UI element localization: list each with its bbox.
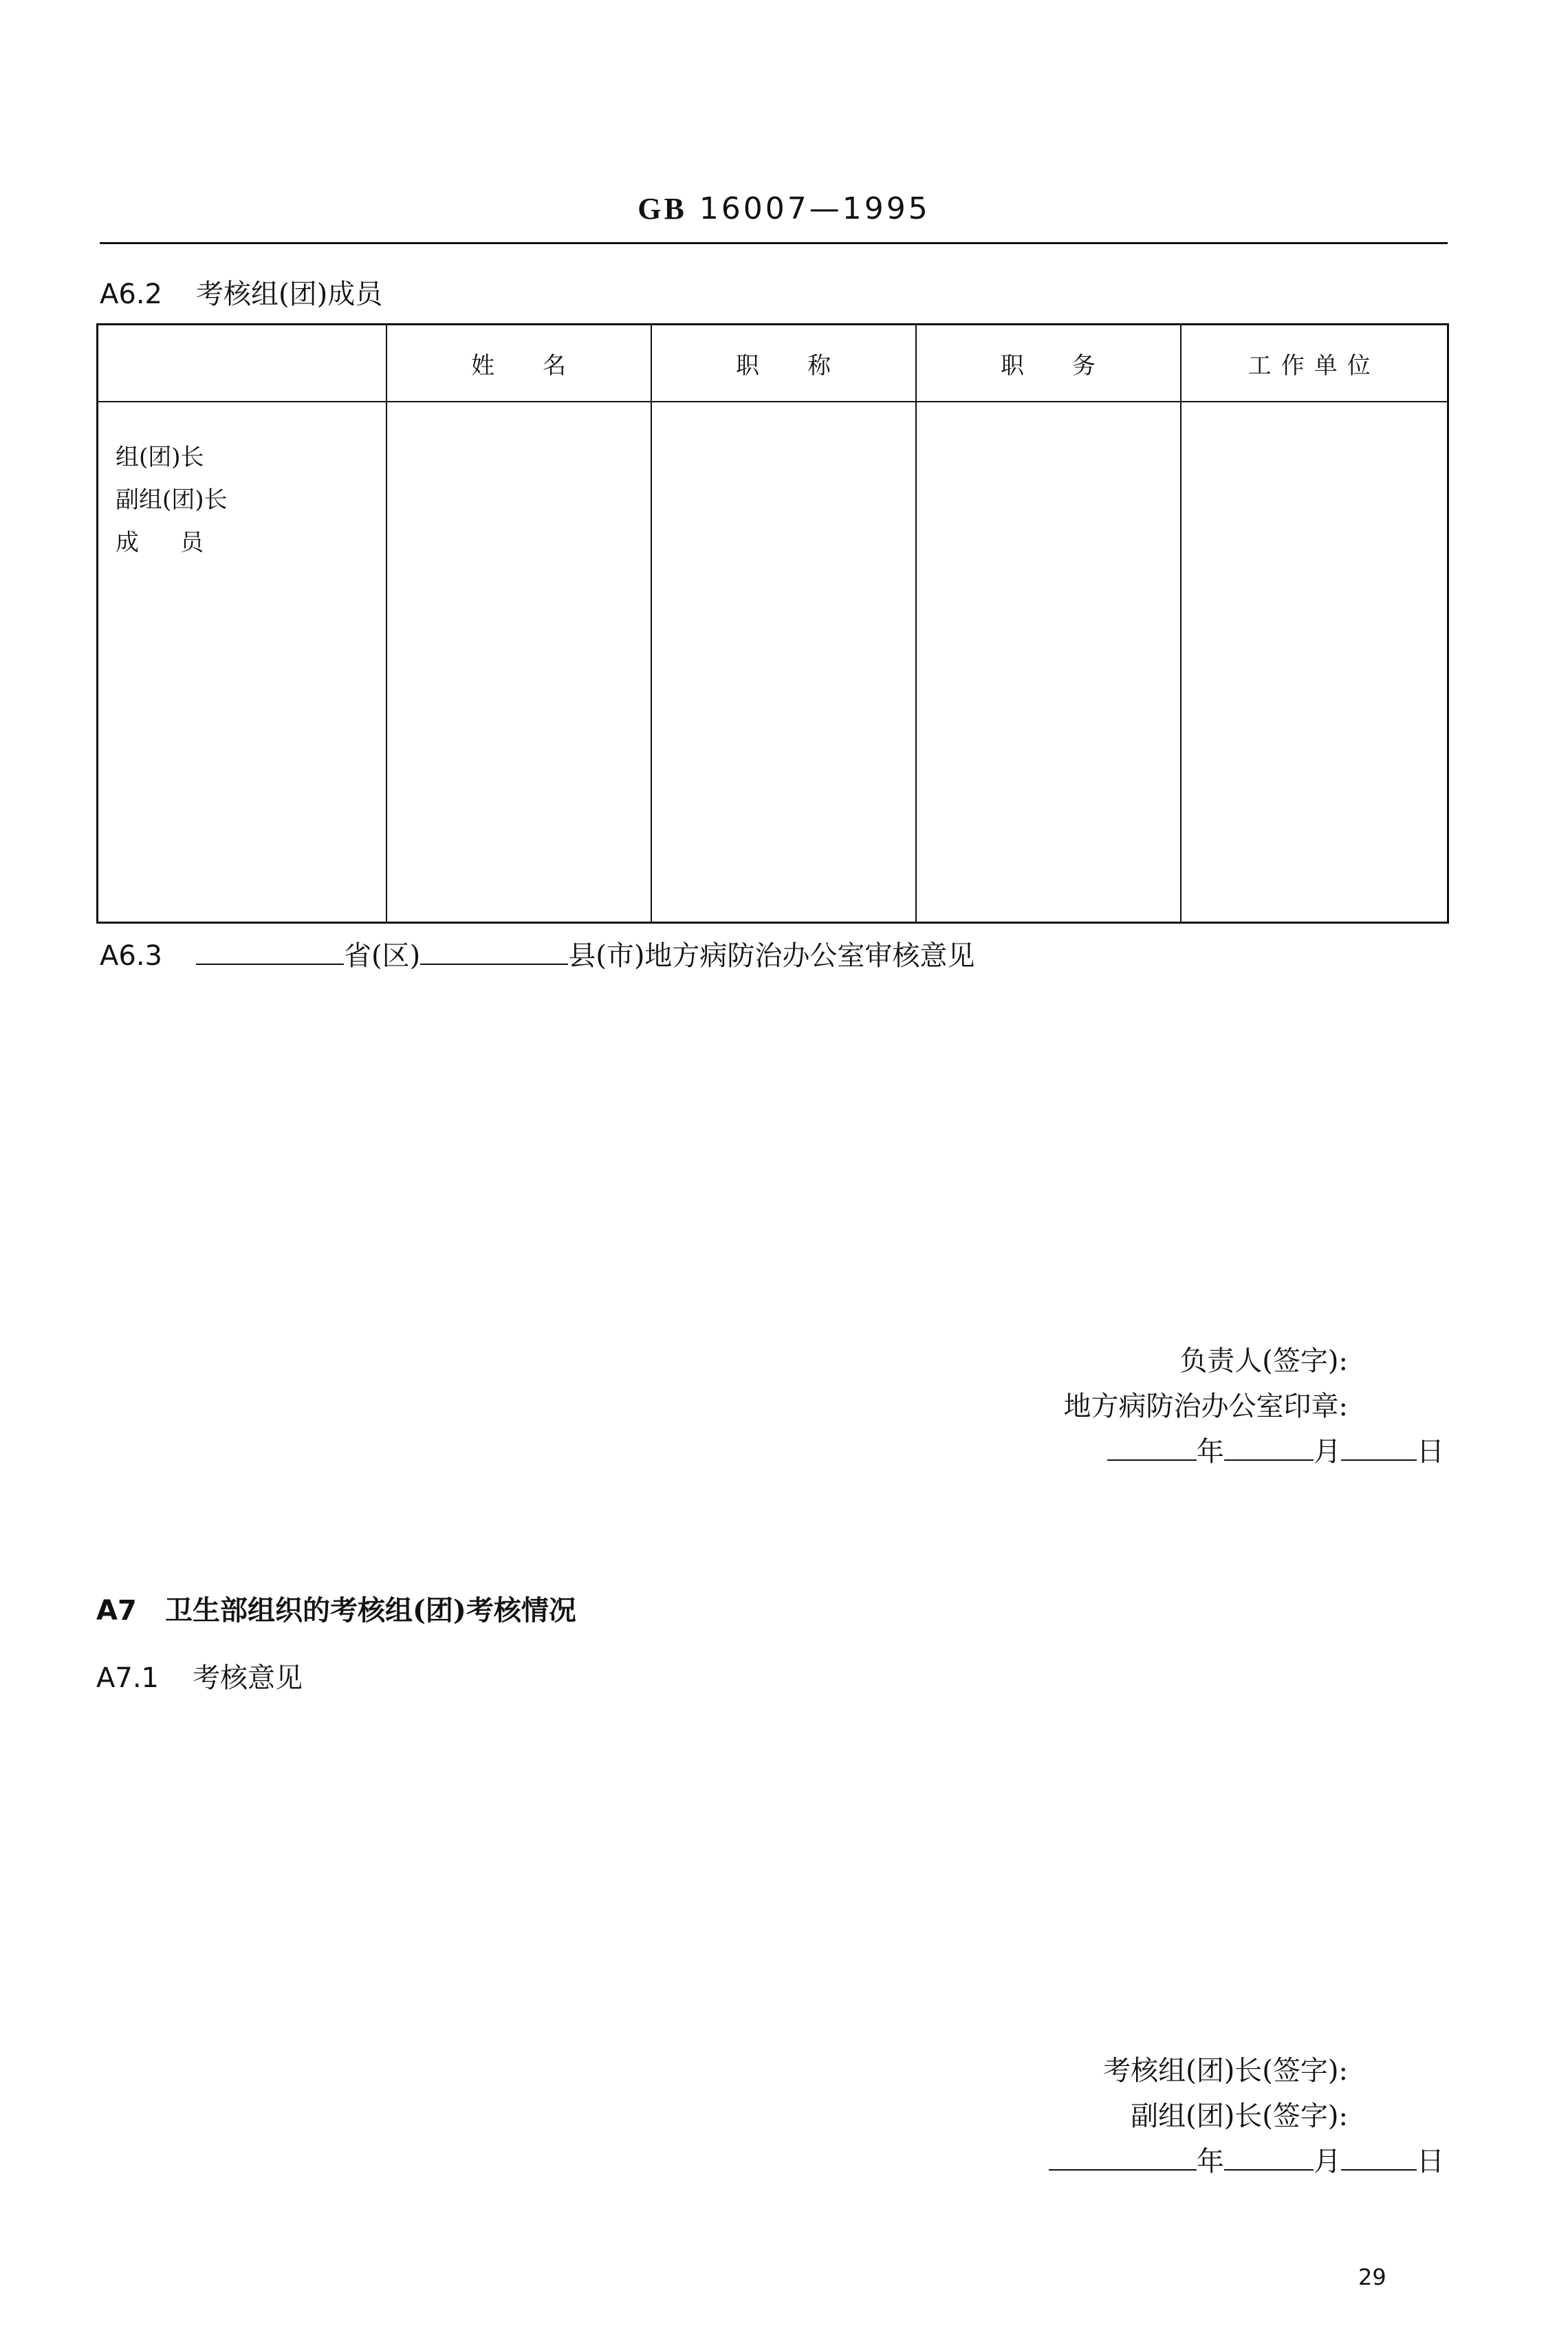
responsible-signature-label: 负责人(签字):: [1179, 1345, 1348, 1377]
section-a6-2-heading: [100, 272, 382, 312]
section-number: A6.2: [100, 279, 162, 310]
section-number: A7: [96, 1595, 137, 1627]
year-label: 年: [1197, 2146, 1224, 2177]
office-seal-label: 地方病防治办公室印章:: [1063, 1391, 1348, 1422]
year-blank[interactable]: [1049, 2146, 1197, 2171]
day-blank[interactable]: [1341, 2146, 1417, 2171]
role-leader: 组(团)长: [116, 444, 204, 471]
header-divider: [100, 242, 1448, 244]
column-header-role: [98, 325, 386, 402]
document-header: [0, 191, 1568, 226]
workplace-cell[interactable]: [1181, 402, 1448, 923]
date-line: [1049, 2139, 1444, 2184]
month-label: 月: [1314, 1436, 1341, 1468]
members-table: [96, 323, 1449, 924]
section-number: A7.1: [96, 1662, 159, 1694]
page-number: 29: [1358, 2264, 1386, 2290]
members-table-row: [98, 402, 1448, 923]
date-line: [1064, 1429, 1444, 1475]
month-blank[interactable]: [1224, 2146, 1314, 2171]
role-cell: [98, 402, 386, 923]
members-table-header-row: [98, 325, 1448, 402]
leader-signature-label: 考核组(团)长(签字):: [1103, 2055, 1348, 2087]
year-blank[interactable]: [1107, 1436, 1197, 1461]
province-suffix: 省(区): [344, 940, 421, 972]
section-a6-3-heading: [100, 934, 974, 973]
month-blank[interactable]: [1224, 1436, 1314, 1461]
role-deputy-leader: 副组(团)长: [116, 486, 228, 514]
column-header-name: 姓名: [386, 325, 651, 402]
role-list: [99, 403, 385, 564]
county-suffix: 县(市)地方病防治办公室审核意见: [568, 940, 975, 972]
deputy-signature-label: 副组(团)长(签字):: [1131, 2100, 1348, 2132]
section-number: A6.3: [100, 940, 162, 972]
title-cell[interactable]: [651, 402, 916, 923]
section-a7-1-heading: [96, 1656, 303, 1695]
section-title: 考核组(团)成员: [196, 279, 383, 310]
day-label: 日: [1417, 2146, 1444, 2177]
role-member: 成员: [116, 529, 245, 556]
position-cell[interactable]: [916, 402, 1181, 923]
section-title: 考核意见: [193, 1662, 303, 1694]
section-title: 卫生部组织的考核组(团)考核情况: [165, 1594, 576, 1627]
day-label: 日: [1417, 1436, 1444, 1468]
province-blank[interactable]: [196, 940, 344, 965]
column-header-position: 职务: [916, 325, 1181, 402]
signature-block-a6: [1064, 1338, 1444, 1475]
column-header-title: 职称: [651, 325, 916, 402]
signature-block-a7: [1049, 2048, 1444, 2184]
year-label: 年: [1197, 1436, 1224, 1468]
county-blank[interactable]: [420, 940, 568, 965]
standard-number: 16007—1995: [699, 191, 930, 226]
day-blank[interactable]: [1341, 1436, 1417, 1461]
standard-prefix: GB: [638, 192, 687, 226]
column-header-workplace: 工作单位: [1181, 325, 1448, 402]
month-label: 月: [1314, 2146, 1341, 2177]
section-a7-heading: [96, 1589, 576, 1628]
name-cell[interactable]: [386, 402, 651, 923]
